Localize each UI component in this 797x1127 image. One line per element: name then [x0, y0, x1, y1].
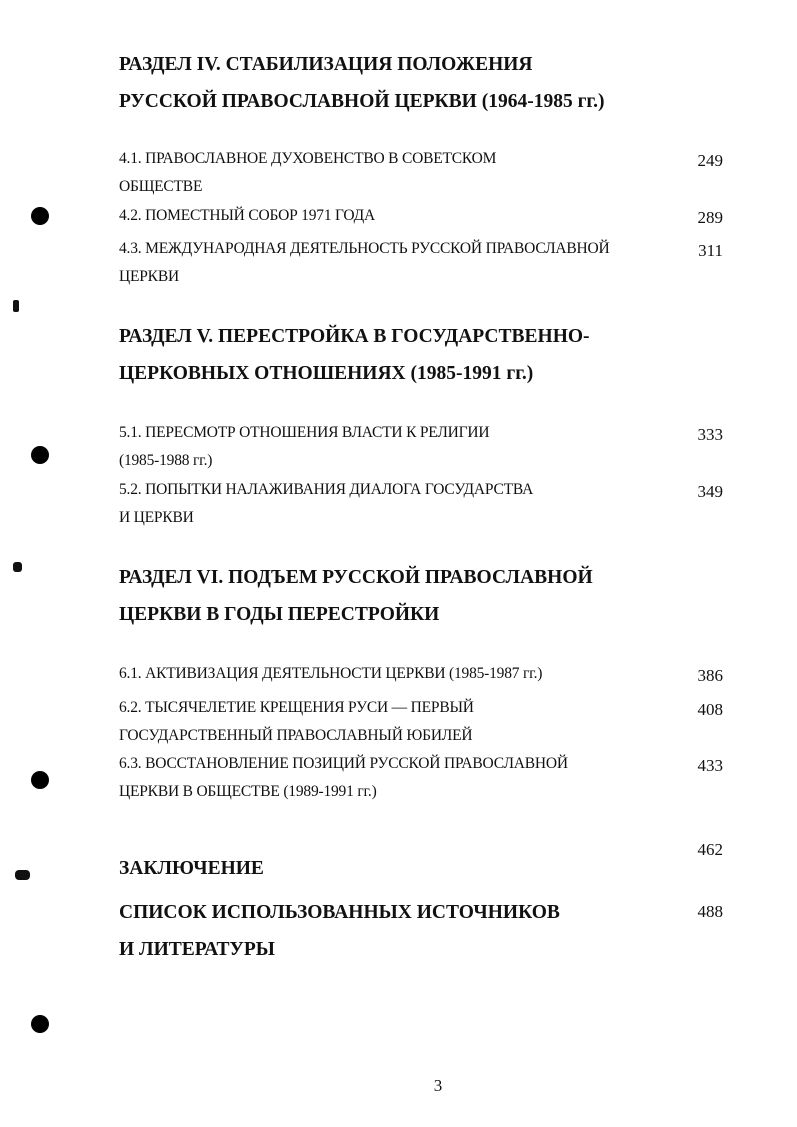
section-heading-line: РАЗДЕЛ IV. СТАБИЛИЗАЦИЯ ПОЛОЖЕНИЯ	[119, 54, 533, 75]
toc-entry-line: 5.2. ПОПЫТКИ НАЛАЖИВАНИЯ ДИАЛОГА ГОСУДАРСТВА	[119, 481, 534, 498]
toc-entry-page: 333	[697, 425, 723, 444]
section-heading-line: РАЗДЕЛ VI. ПОДЪЕМ РУССКОЙ ПРАВОСЛАВНОЙ	[119, 567, 593, 588]
section-heading	[119, 559, 639, 633]
scan-mark	[13, 562, 22, 572]
section-heading	[119, 46, 639, 120]
toc-entry-line: И ЦЕРКВИ	[119, 509, 194, 526]
toc-entry-title	[119, 476, 671, 532]
toc-entry-line: 4.3. МЕЖДУНАРОДНАЯ ДЕЯТЕЛЬНОСТЬ РУССКОЙ ПРАВОСЛАВНОЙ	[119, 240, 610, 257]
bibliography-page: 488	[697, 902, 723, 921]
toc-entry-title	[119, 202, 671, 230]
toc-entry-line: 4.2. ПОМЕСТНЫЙ СОБОР 1971 ГОДА	[119, 207, 376, 224]
section-heading-line: ЦЕРКОВНЫХ ОТНОШЕНИЯХ (1985-1991 гг.)	[119, 363, 534, 384]
section-heading-line: ЦЕРКВИ В ГОДЫ ПЕРЕСТРОЙКИ	[119, 604, 440, 625]
toc-entry-line: ГОСУДАРСТВЕННЫЙ ПРАВОСЛАВНЫЙ ЮБИЛЕЙ	[119, 727, 473, 744]
bibliography-title-line: И ЛИТЕРАТУРЫ	[119, 939, 275, 960]
conclusion-title: ЗАКЛЮЧЕНИЕ	[119, 858, 264, 879]
toc-entry-line: ЦЕРКВИ	[119, 268, 179, 285]
toc-entry[interactable]	[119, 419, 723, 479]
toc-entry-page: 408	[697, 700, 723, 719]
toc-entry-line: ЦЕРКВИ В ОБЩЕСТВЕ (1989-1991 гг.)	[119, 783, 377, 800]
toc-entry-line: 6.3. ВОССТАНОВЛЕНИЕ ПОЗИЦИЙ РУССКОЙ ПРАВОСЛАВНОЙ	[119, 755, 568, 772]
binder-hole	[31, 771, 49, 789]
binder-hole	[31, 207, 49, 225]
toc-entry-title	[119, 235, 671, 291]
toc-entry-title	[119, 145, 671, 201]
scan-mark	[15, 870, 30, 880]
toc-entry[interactable]	[119, 694, 723, 754]
toc-entry[interactable]	[119, 750, 723, 810]
toc-entry-page: 349	[697, 482, 723, 501]
page-number: 3	[433, 1076, 443, 1095]
toc-entry-title	[119, 750, 671, 806]
toc-entry-page: 249	[697, 151, 723, 170]
toc-entry-title	[119, 694, 671, 750]
bibliography-title-line: СПИСОК ИСПОЛЬЗОВАННЫХ ИСТОЧНИКОВ	[119, 902, 560, 923]
section-heading	[119, 318, 639, 392]
toc-entry-page: 311	[698, 241, 723, 260]
toc-entry-page: 433	[697, 756, 723, 775]
scan-mark	[13, 300, 19, 312]
toc-entry-page: 386	[697, 666, 723, 685]
toc-entry[interactable]	[119, 476, 723, 536]
section-heading-line: РАЗДЕЛ V. ПЕРЕСТРОЙКА В ГОСУДАРСТВЕННО-	[119, 326, 590, 347]
section-heading-line: РУССКОЙ ПРАВОСЛАВНОЙ ЦЕРКВИ (1964-1985 гг.)	[119, 91, 605, 112]
toc-entry-line: 6.1. АКТИВИЗАЦИЯ ДЕЯТЕЛЬНОСТИ ЦЕРКВИ (1985-1987 гг.)	[119, 665, 543, 682]
toc-entry-line: 5.1. ПЕРЕСМОТР ОТНОШЕНИЯ ВЛАСТИ К РЕЛИГИИ	[119, 424, 490, 441]
bibliography-title	[119, 894, 639, 968]
binder-hole	[31, 1015, 49, 1033]
toc-bibliography[interactable]	[119, 894, 723, 974]
toc-entry-line: (1985-1988 гг.)	[119, 452, 213, 469]
toc-entry-title	[119, 419, 671, 475]
toc-entry-title	[119, 660, 671, 688]
binder-hole	[31, 446, 49, 464]
toc-entry-line: ОБЩЕСТВЕ	[119, 178, 203, 195]
toc-entry-line: 4.1. ПРАВОСЛАВНОЕ ДУХОВЕНСТВО В СОВЕТСКОМ	[119, 150, 497, 167]
toc-entry-page: 289	[697, 208, 723, 227]
toc-entry[interactable]	[119, 145, 723, 205]
toc-entry-line: 6.2. ТЫСЯЧЕЛЕТИЕ КРЕЩЕНИЯ РУСИ — ПЕРВЫЙ	[119, 699, 474, 716]
toc-entry[interactable]	[119, 202, 723, 232]
toc-entry[interactable]	[119, 660, 723, 690]
toc-conclusion[interactable]	[119, 836, 723, 896]
conclusion-page: 462	[697, 840, 723, 859]
toc-entry[interactable]	[119, 235, 723, 295]
